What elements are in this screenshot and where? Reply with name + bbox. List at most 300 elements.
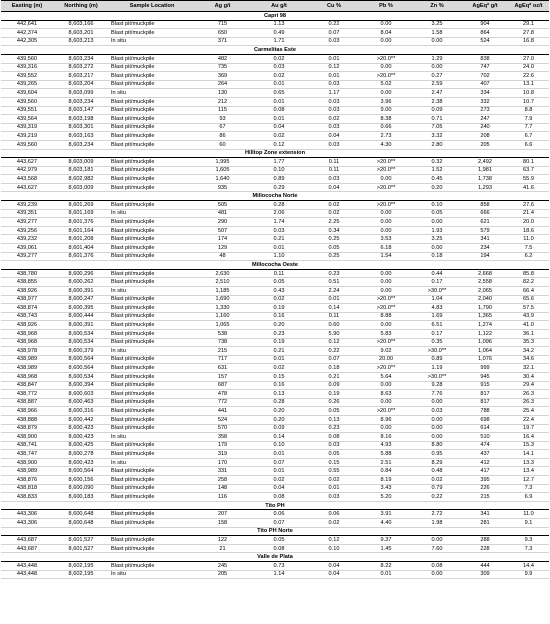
- northing-cell: 8,600,316: [53, 407, 109, 416]
- ageq-ozt-cell: 7.9: [508, 115, 549, 124]
- ageq-gt-cell: 817: [462, 398, 508, 407]
- au-cell: 1.71: [250, 37, 308, 46]
- table-row: [1, 63, 549, 72]
- zn-cell: 0.05: [412, 209, 462, 218]
- sample-location-cell: Blast pit/muckpile: [109, 175, 195, 184]
- cu-cell: 0.06: [308, 510, 360, 519]
- ag-cell: 478: [195, 390, 250, 399]
- zn-cell: 3.32: [412, 132, 462, 141]
- northing-cell: 8,603,099: [53, 89, 109, 98]
- sample-location-cell: Blast pit/muckpile: [109, 295, 195, 304]
- ageq-gt-cell: 407: [462, 80, 508, 89]
- pb-cell: 2.51: [360, 458, 412, 467]
- ageq-ozt-cell: 7.7: [508, 123, 549, 132]
- ageq-ozt-cell: 55.9: [508, 175, 549, 184]
- au-cell: 1.14: [250, 570, 308, 579]
- ag-cell: 481: [195, 209, 250, 218]
- ageq-ozt-cell: 63.7: [508, 166, 549, 175]
- northing-cell: 8,600,463: [53, 398, 109, 407]
- zn-header: Zn %: [412, 1, 462, 12]
- ageq-ozt-cell: 65.6: [508, 295, 549, 304]
- ageq-gt-cell: 999: [462, 364, 508, 373]
- ageq-gt-cell: 2,558: [462, 278, 508, 287]
- sample-location-cell: Blast pit/muckpile: [109, 519, 195, 528]
- ageq-ozt-cell: 41.0: [508, 321, 549, 330]
- table-row: [1, 140, 549, 149]
- pb-cell: 4.40: [360, 519, 412, 528]
- ageq-ozt-cell: 30.4: [508, 372, 549, 381]
- table-row: [1, 278, 549, 287]
- sample-location-cell: Blast pit/muckpile: [109, 398, 195, 407]
- ageq-gt-cell: 1,076: [462, 355, 508, 364]
- northing-cell: 8,603,213: [53, 37, 109, 46]
- easting-cell: 438,966: [1, 407, 53, 416]
- ageq-gt-cell: 417: [462, 467, 508, 476]
- northing-cell: 8,600,648: [53, 519, 109, 528]
- table-row: [1, 570, 549, 579]
- northing-cell: 8,603,181: [53, 166, 109, 175]
- cu-cell: 0.04: [308, 183, 360, 192]
- zn-cell: 1.98: [412, 519, 462, 528]
- au-cell: 0.23: [250, 329, 308, 338]
- ageq-gt-cell: 1,738: [462, 175, 508, 184]
- ageq-gt-cell: 247: [462, 115, 508, 124]
- ageq-ozt-cell: 7.5: [508, 244, 549, 253]
- ageq-gt-cell: 1,293: [462, 183, 508, 192]
- easting-cell: 438,989: [1, 355, 53, 364]
- ageq-ozt-cell: 20.0: [508, 218, 549, 227]
- zn-cell: 1.04: [412, 295, 462, 304]
- au-cell: 0.02: [250, 295, 308, 304]
- ag-cell: 524: [195, 415, 250, 424]
- sample-location-cell: Blast pit/muckpile: [109, 115, 195, 124]
- ag-cell: 67: [195, 123, 250, 132]
- easting-cell: 439,604: [1, 89, 53, 98]
- ageq-ozt-cell: 57.5: [508, 304, 549, 313]
- sample-location-cell: Blast pit/muckpile: [109, 329, 195, 338]
- ag-cell: 507: [195, 226, 250, 235]
- easting-cell: 439,351: [1, 209, 53, 218]
- ageq-gt-cell: 1,790: [462, 304, 508, 313]
- zn-cell: >30.0**: [412, 287, 462, 296]
- zn-cell: 2.72: [412, 510, 462, 519]
- pb-cell: >20.0**: [360, 364, 412, 373]
- zn-cell: 0.00: [412, 570, 462, 579]
- table-row: [1, 321, 549, 330]
- cu-cell: 0.02: [308, 476, 360, 485]
- au-cell: 0.07: [250, 519, 308, 528]
- table-row: [1, 458, 549, 467]
- sample-location-cell: Blast pit/muckpile: [109, 278, 195, 287]
- ag-cell: 130: [195, 89, 250, 98]
- ageq-ozt-cell: 13.1: [508, 80, 549, 89]
- easting-cell: 439,265: [1, 80, 53, 89]
- ageq-gt-cell: 1,981: [462, 166, 508, 175]
- pb-cell: 5.83: [360, 329, 412, 338]
- easting-cell: 438,743: [1, 312, 53, 321]
- easting-cell: 438,747: [1, 450, 53, 459]
- ageq-ozt-cell: 8.8: [508, 106, 549, 115]
- easting-cell: 443,448: [1, 562, 53, 571]
- table-row: [1, 97, 549, 106]
- pb-cell: 0.00: [360, 226, 412, 235]
- sample-location-cell: Blast pit/muckpile: [109, 424, 195, 433]
- cu-cell: 0.03: [308, 80, 360, 89]
- cu-cell: 0.03: [308, 140, 360, 149]
- pb-cell: 0.00: [360, 278, 412, 287]
- au-cell: 0.08: [250, 106, 308, 115]
- table-row: [1, 364, 549, 373]
- ageq-gt-cell: 1,274: [462, 321, 508, 330]
- sample-location-cell: Blast pit/muckpile: [109, 493, 195, 502]
- easting-cell: 443,627: [1, 183, 53, 192]
- zn-cell: 0.02: [412, 476, 462, 485]
- au-cell: 0.02: [250, 476, 308, 485]
- easting-header: Easting (m): [1, 1, 53, 12]
- ag-cell: 264: [195, 80, 250, 89]
- cu-cell: 0.01: [308, 484, 360, 493]
- ageq-gt-cell: 1,096: [462, 338, 508, 347]
- sample-location-cell: Blast pit/muckpile: [109, 407, 195, 416]
- au-cell: 0.19: [250, 304, 308, 313]
- pb-cell: 9.02: [360, 347, 412, 356]
- cu-cell: 0.18: [308, 364, 360, 373]
- cu-cell: 0.07: [308, 355, 360, 364]
- easting-cell: 439,560: [1, 140, 53, 149]
- northing-cell: 8,600,603: [53, 390, 109, 399]
- pb-cell: >20.0**: [360, 407, 412, 416]
- ageq-ozt-cell: 16.4: [508, 433, 549, 442]
- northing-cell: 8,600,262: [53, 278, 109, 287]
- sample-location-cell: In situ: [109, 287, 195, 296]
- au-cell: 0.02: [250, 132, 308, 141]
- pb-cell: 0.00: [360, 63, 412, 72]
- northing-cell: 8,603,272: [53, 63, 109, 72]
- zn-cell: 0.32: [412, 158, 462, 167]
- northing-cell: 8,603,147: [53, 106, 109, 115]
- table-row: [1, 484, 549, 493]
- au-cell: 0.05: [250, 278, 308, 287]
- pb-cell: 0.00: [360, 381, 412, 390]
- ageq-ozt-cell: 10.8: [508, 89, 549, 98]
- table-row: [1, 450, 549, 459]
- cu-cell: 0.22: [308, 347, 360, 356]
- easting-cell: 438,847: [1, 381, 53, 390]
- ag-cell: 482: [195, 54, 250, 63]
- ageq-ozt-cell: 27.8: [508, 29, 549, 38]
- ageq-ozt-cell: 15.3: [508, 441, 549, 450]
- easting-cell: 438,780: [1, 269, 53, 278]
- table-row: [1, 244, 549, 253]
- au-cell: 0.10: [250, 166, 308, 175]
- ageq-ozt-cell: 13.3: [508, 458, 549, 467]
- cu-cell: 0.34: [308, 226, 360, 235]
- au-cell: 0.08: [250, 544, 308, 553]
- pb-cell: >20.0**: [360, 166, 412, 175]
- pb-cell: 1.54: [360, 252, 412, 261]
- pb-cell: 0.00: [360, 287, 412, 296]
- ageq-gt-cell: 2,668: [462, 269, 508, 278]
- au-cell: 0.02: [250, 72, 308, 81]
- zn-cell: 1.58: [412, 29, 462, 38]
- pb-cell: 8.04: [360, 29, 412, 38]
- au-cell: 0.21: [250, 235, 308, 244]
- northing-cell: 8,603,234: [53, 97, 109, 106]
- au-cell: 0.89: [250, 175, 308, 184]
- cu-cell: 0.51: [308, 278, 360, 287]
- ageq-ozt-cell: 14.4: [508, 562, 549, 571]
- zn-cell: 2.47: [412, 89, 462, 98]
- pb-cell: 0.00: [360, 175, 412, 184]
- ageq-ozt-cell: 29.4: [508, 381, 549, 390]
- table-row: [1, 390, 549, 399]
- northing-cell: 8,602,195: [53, 570, 109, 579]
- au-cell: 0.08: [250, 493, 308, 502]
- cu-cell: 0.25: [308, 252, 360, 261]
- au-cell: 0.16: [250, 381, 308, 390]
- sample-location-cell: Blast pit/muckpile: [109, 476, 195, 485]
- northing-cell: 8,600,442: [53, 415, 109, 424]
- zn-cell: 0.17: [412, 329, 462, 338]
- table-body: [1, 12, 549, 579]
- northing-cell: 8,600,648: [53, 510, 109, 519]
- table-row: [1, 519, 549, 528]
- ag-cell: 1,185: [195, 287, 250, 296]
- ag-cell: 205: [195, 570, 250, 579]
- table-row: [1, 54, 549, 63]
- table-row: [1, 235, 549, 244]
- pb-cell: 3.91: [360, 510, 412, 519]
- table-row: [1, 226, 549, 235]
- ag-cell: 179: [195, 441, 250, 450]
- ageq-gt-cell: 194: [462, 252, 508, 261]
- ag-cell: 60: [195, 140, 250, 149]
- table-row: [1, 132, 549, 141]
- table-row: [1, 115, 549, 124]
- ageq-ozt-cell: 13.4: [508, 467, 549, 476]
- sample-location-cell: Blast pit/muckpile: [109, 244, 195, 253]
- ag-cell: 122: [195, 536, 250, 545]
- easting-cell: 439,256: [1, 226, 53, 235]
- easting-cell: 438,926: [1, 321, 53, 330]
- au-cell: 1.13: [250, 20, 308, 29]
- sample-location-cell: Blast pit/muckpile: [109, 390, 195, 399]
- ag-cell: 207: [195, 510, 250, 519]
- table-row: [1, 252, 549, 261]
- ag-cell: 687: [195, 381, 250, 390]
- assay-results-table: [1, 0, 549, 579]
- zn-cell: 7.05: [412, 123, 462, 132]
- zn-cell: >30.0**: [412, 347, 462, 356]
- ag-cell: 115: [195, 106, 250, 115]
- zn-cell: 3.25: [412, 20, 462, 29]
- ageq-ozt-cell: 82.2: [508, 278, 549, 287]
- ag-cell: 441: [195, 407, 250, 416]
- ageq-ozt-cell: 34.2: [508, 347, 549, 356]
- easting-cell: 443,448: [1, 570, 53, 579]
- northing-cell: 8,600,391: [53, 321, 109, 330]
- ageq-gt-cell: 864: [462, 29, 508, 38]
- pb-cell: >20.0**: [360, 158, 412, 167]
- ageq-ozt-cell: 9.3: [508, 536, 549, 545]
- ageq-ozt-cell: 6.9: [508, 493, 549, 502]
- ageq-ozt-cell: 24.0: [508, 63, 549, 72]
- pb-cell: 0.84: [360, 467, 412, 476]
- cu-cell: 0.05: [308, 244, 360, 253]
- pb-cell: >20.0**: [360, 295, 412, 304]
- pb-cell: 5.88: [360, 450, 412, 459]
- cu-cell: 0.22: [308, 20, 360, 29]
- pb-cell: 6.18: [360, 244, 412, 253]
- ageq-gt-cell: 288: [462, 536, 508, 545]
- northing-cell: 8,600,425: [53, 441, 109, 450]
- ageq-gt-cell: 228: [462, 544, 508, 553]
- au-cell: 0.01: [250, 115, 308, 124]
- ag-cell: 772: [195, 398, 250, 407]
- ag-cell: 290: [195, 218, 250, 227]
- pb-cell: 20.00: [360, 355, 412, 364]
- ag-cell: 331: [195, 467, 250, 476]
- zn-cell: 0.44: [412, 269, 462, 278]
- table-row: [1, 89, 549, 98]
- cu-cell: 0.08: [308, 433, 360, 442]
- northing-cell: 8,601,527: [53, 544, 109, 553]
- cu-cell: 0.10: [308, 544, 360, 553]
- zn-cell: 1.29: [412, 54, 462, 63]
- table-row: [1, 106, 549, 115]
- northing-cell: 8,601,164: [53, 226, 109, 235]
- au-cell: 0.07: [250, 458, 308, 467]
- ageq-gt-cell: 273: [462, 106, 508, 115]
- table-row: [1, 544, 549, 553]
- section-title: Carmelitas Este: [1, 46, 549, 55]
- sample-location-cell: Blast pit/muckpile: [109, 72, 195, 81]
- ageq-gt-cell: 621: [462, 218, 508, 227]
- northing-cell: 8,600,394: [53, 381, 109, 390]
- sample-location-cell: Blast pit/muckpile: [109, 183, 195, 192]
- table-row: [1, 158, 549, 167]
- sample-location-cell: In situ: [109, 37, 195, 46]
- northing-cell: 8,600,423: [53, 458, 109, 467]
- table-row: [1, 80, 549, 89]
- cu-cell: 0.02: [308, 115, 360, 124]
- ag-cell: 369: [195, 72, 250, 81]
- ageq-ozt-cell: 66.4: [508, 287, 549, 296]
- cu-cell: 0.60: [308, 321, 360, 330]
- cu-cell: 0.11: [308, 166, 360, 175]
- ag-header: Ag g/t: [195, 1, 250, 12]
- pb-cell: 3.53: [360, 235, 412, 244]
- ag-cell: 148: [195, 484, 250, 493]
- cu-cell: 0.04: [308, 562, 360, 571]
- au-cell: 0.02: [250, 364, 308, 373]
- ageq-gt-cell: 474: [462, 441, 508, 450]
- easting-cell: 438,772: [1, 390, 53, 399]
- ageq-gt-cell: 915: [462, 381, 508, 390]
- zn-cell: 8.80: [412, 441, 462, 450]
- ageq-ozt-cell: 11.0: [508, 510, 549, 519]
- cu-cell: 0.02: [308, 209, 360, 218]
- sample-location-cell: Blast pit/muckpile: [109, 80, 195, 89]
- ageq-gt-cell: 412: [462, 458, 508, 467]
- easting-cell: 439,232: [1, 235, 53, 244]
- northing-cell: 8,603,163: [53, 132, 109, 141]
- pb-cell: 0.66: [360, 123, 412, 132]
- cu-cell: 0.12: [308, 536, 360, 545]
- sample-location-cell: Blast pit/muckpile: [109, 20, 195, 29]
- au-cell: 0.02: [250, 54, 308, 63]
- northing-cell: 8,600,564: [53, 364, 109, 373]
- pb-cell: 4.30: [360, 140, 412, 149]
- ag-cell: 212: [195, 97, 250, 106]
- cu-cell: 2.24: [308, 287, 360, 296]
- ageq-gt-cell: 205: [462, 140, 508, 149]
- zn-cell: 9.28: [412, 381, 462, 390]
- ag-cell: 358: [195, 433, 250, 442]
- ageq-gt-cell: 334: [462, 89, 508, 98]
- ageq-gt-cell: 945: [462, 372, 508, 381]
- sample-location-cell: Blast pit/muckpile: [109, 166, 195, 175]
- au-cell: 0.20: [250, 321, 308, 330]
- easting-cell: 443,568: [1, 175, 53, 184]
- easting-cell: 438,968: [1, 372, 53, 381]
- northing-cell: 8,600,534: [53, 372, 109, 381]
- northing-cell: 8,601,269: [53, 201, 109, 210]
- sample-location-cell: Blast pit/muckpile: [109, 97, 195, 106]
- au-cell: 0.10: [250, 441, 308, 450]
- pb-cell: 8.88: [360, 312, 412, 321]
- zn-cell: 0.27: [412, 72, 462, 81]
- ag-cell: 735: [195, 63, 250, 72]
- ageq-ozt-cell: 27.0: [508, 54, 549, 63]
- cu-cell: 0.04: [308, 570, 360, 579]
- northing-cell: 8,600,296: [53, 269, 109, 278]
- northing-cell: 8,603,204: [53, 80, 109, 89]
- au-header: Au g/t: [250, 1, 308, 12]
- au-cell: 0.01: [250, 450, 308, 459]
- section-title: Tito PH: [1, 501, 549, 510]
- table-row: [1, 407, 549, 416]
- sample-location-cell: Blast pit/muckpile: [109, 312, 195, 321]
- zn-cell: 0.79: [412, 484, 462, 493]
- zn-cell: 0.00: [412, 218, 462, 227]
- ageq-ozt-cell: 35.3: [508, 338, 549, 347]
- ageq-ozt-cell: 85.8: [508, 269, 549, 278]
- cu-header: Cu %: [308, 1, 360, 12]
- cu-cell: 0.09: [308, 381, 360, 390]
- ageq-gt-cell: 510: [462, 433, 508, 442]
- cu-cell: 0.11: [308, 158, 360, 167]
- ag-cell: 1,160: [195, 312, 250, 321]
- sample-location-cell: Blast pit/muckpile: [109, 304, 195, 313]
- sample-location-cell: Blast pit/muckpile: [109, 355, 195, 364]
- zn-cell: >30.0**: [412, 372, 462, 381]
- au-cell: 0.28: [250, 201, 308, 210]
- table-row: [1, 312, 549, 321]
- section-heading-row: [1, 527, 549, 536]
- zn-cell: 0.45: [412, 175, 462, 184]
- zn-cell: 1.69: [412, 312, 462, 321]
- cu-cell: 0.01: [308, 54, 360, 63]
- northing-cell: 8,601,169: [53, 209, 109, 218]
- ag-cell: 538: [195, 329, 250, 338]
- ageq-gt-cell: 332: [462, 97, 508, 106]
- sample-location-cell: Blast pit/muckpile: [109, 338, 195, 347]
- ageq-gt-cell: 2,492: [462, 158, 508, 167]
- section-heading-row: [1, 261, 549, 270]
- au-cell: 0.04: [250, 484, 308, 493]
- ageq-ozt-cell: 10.7: [508, 97, 549, 106]
